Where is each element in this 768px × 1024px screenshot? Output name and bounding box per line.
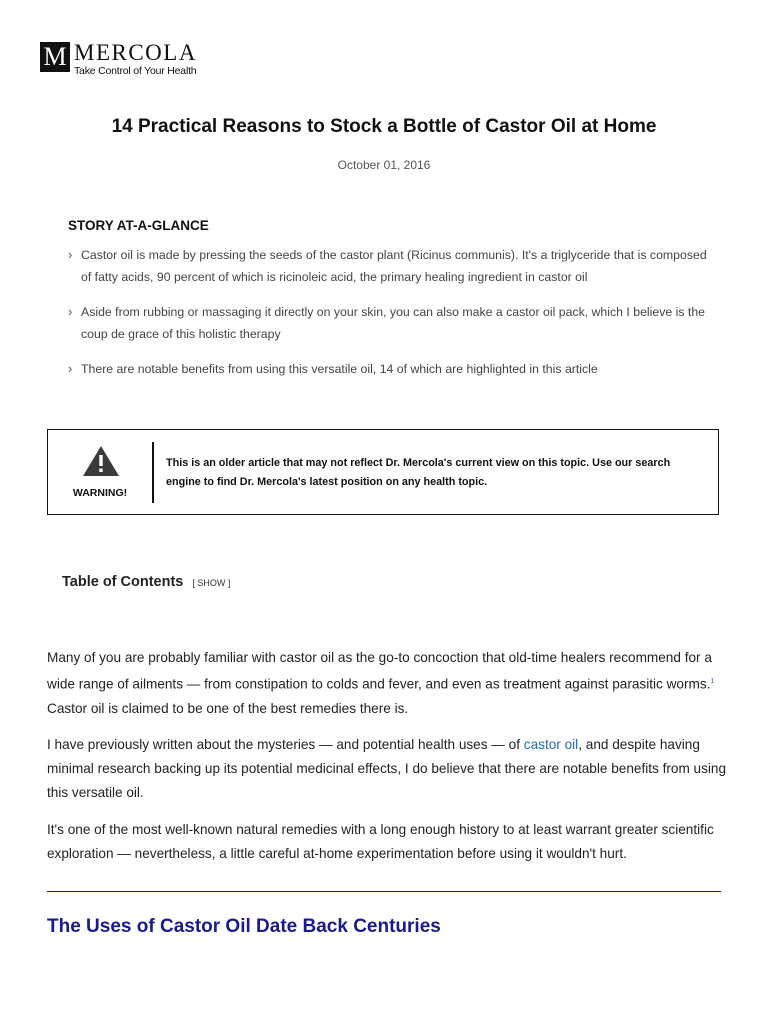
glance-item-text: Aside from rubbing or massaging it directly on your skin, you can also make a castor oil pack, which I believe is the coup de grace of this holistic therapy [81,305,706,341]
glance-item [68,301,708,358]
article-date: October 01, 2016 [337,158,431,172]
article-title: 14 Practical Reasons to Stock a Bottle of Castor Oil at Home [111,116,657,137]
logo-mark: M [40,42,70,72]
mercola-logo[interactable] [40,42,197,77]
paragraph-text: Many of you are probably familiar with castor oil as the go-to concoction that old-time healers recommend for a wide range of ailments — from constipation to colds and fever, and even as treatment against parasitic worms. [47,650,712,692]
logo-tagline: Take Control of Your Health [74,65,197,77]
story-at-a-glance-list [68,244,708,380]
body-paragraph: It's one of the most well-known natural remedies with a long enough history to at least warrant greater scientific exploration — nevertheless, a little careful at-home experimentation before using it wouldn't hurt. [47,822,714,861]
chevron-right-icon: › [68,304,73,319]
logo-name: MERCOLA [74,40,197,65]
toc-title: Table of Contents [62,574,184,590]
toc-show-toggle[interactable]: [ SHOW ] [192,578,231,588]
glance-item [68,358,708,380]
castor-oil-link[interactable]: castor oil [523,737,579,752]
footnote-link[interactable]: 1 [710,678,715,685]
warning-label: WARNING! [72,487,128,499]
warning-text: This is an older article that may not reflect Dr. Mercola's current view on this topic. Use our search engine to find Dr. Mercola's latest position on any health topic. [166,457,671,488]
paragraph-text: , and despite having minimal research backing up its potential medicinal effects, I do believe that there are notable benefits from using this versatile oil. [47,737,727,800]
section-divider [47,891,721,892]
logo-text [74,42,197,77]
paragraph-text: I have previously written about the mysteries — and potential health uses — of [47,737,524,752]
chevron-right-icon: › [68,361,73,376]
section-heading: The Uses of Castor Oil Date Back Centuries [47,916,441,937]
glance-item [68,244,708,301]
body-paragraph [47,733,727,805]
glance-item-text: Castor oil is made by pressing the seeds of the castor plant (Ricinus communis). It's a triglyceride that is composed of fatty acids, 90 percent of which is ricinoleic acid, the primary healing ingredient in castor oil [81,248,707,284]
table-of-contents [62,574,230,590]
warning-box [47,429,719,515]
warning-divider [152,442,154,503]
story-at-a-glance-heading: STORY AT-A-GLANCE [68,218,209,233]
warning-triangle-icon [82,445,120,477]
glance-item-text: There are notable benefits from using this versatile oil, 14 of which are highlighted in this article [81,362,598,376]
warning-badge [48,430,152,514]
body-paragraph [47,646,727,721]
chevron-right-icon: › [68,247,73,262]
paragraph-text: Castor oil is claimed to be one of the best remedies there is. [47,700,409,716]
